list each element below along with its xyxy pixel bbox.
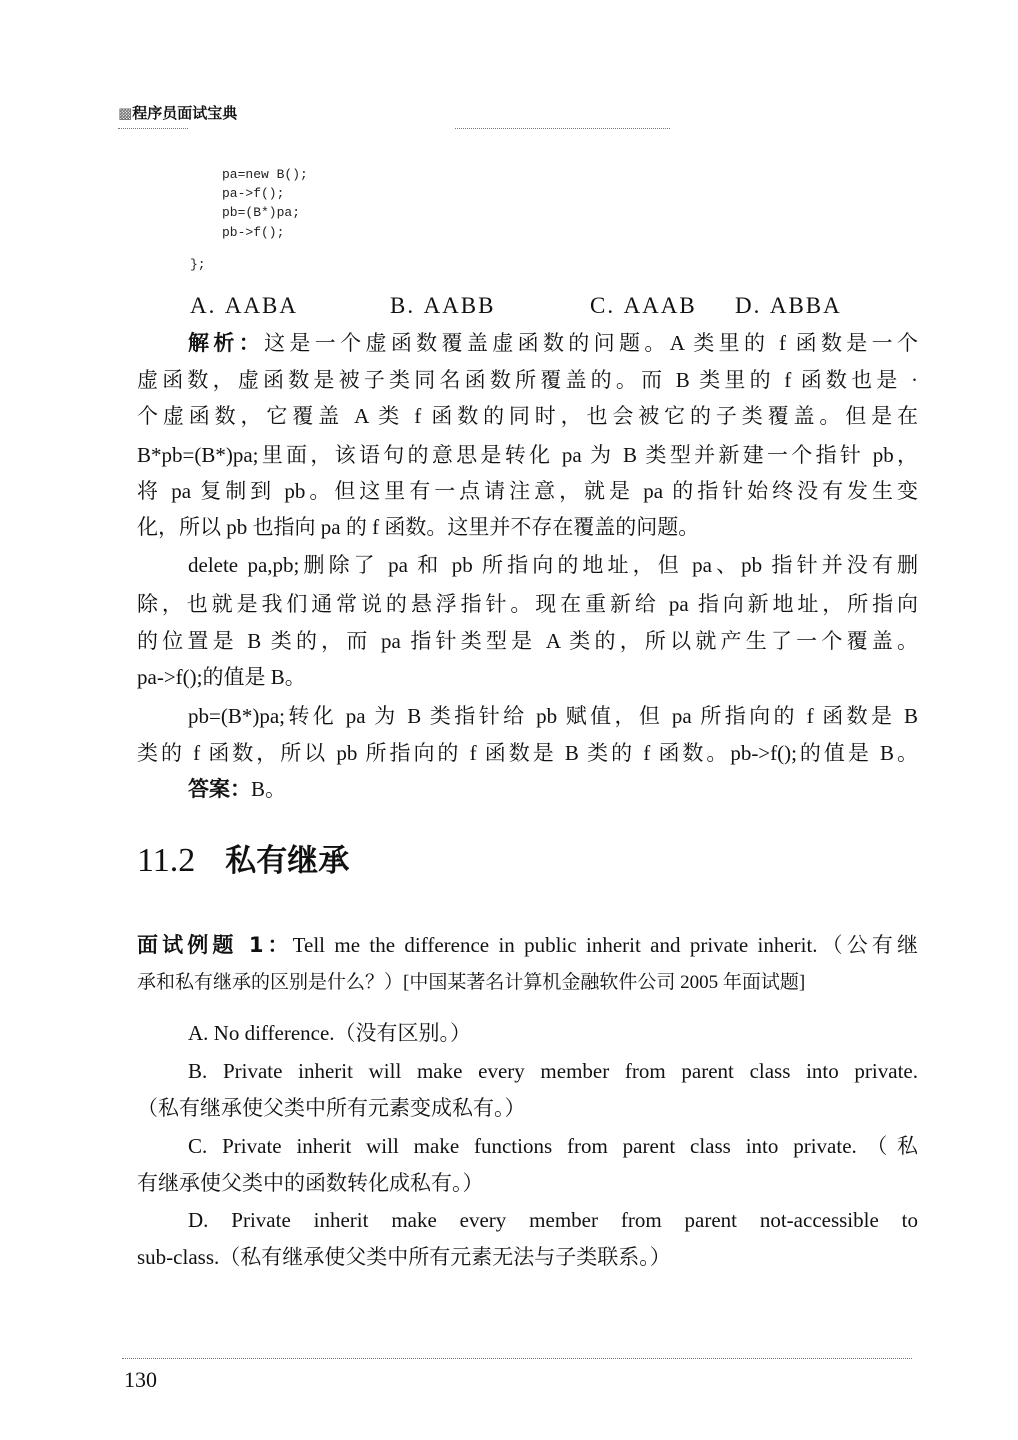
- analysis-line: 虚函数，虚函数是被子类同名函数所覆盖的。而 B 类里的 f 函数也是 ·: [137, 368, 918, 392]
- choice-c-cont: 有继承使父类中的函数转化成私有。）: [137, 1171, 484, 1195]
- analysis-line: pb=(B*)pa;转化 pa 为 B 类指针给 pb 赋值，但 pa 所指向的 f 函数是 B: [188, 704, 918, 728]
- answer-value: B。: [251, 777, 287, 801]
- option-a: A. AABA: [190, 293, 299, 318]
- question-line: 承和私有继承的区别是什么？）[中国某著名计算机金融软件公司 2005 年面试题]: [137, 972, 806, 993]
- text: 这是一个虚函数覆盖虚函数的问题。A 类里的 f 函数是一个: [264, 331, 918, 355]
- header-rule: [118, 128, 188, 129]
- running-header: [118, 102, 237, 123]
- question-line: [137, 932, 918, 958]
- analysis-line: 个虚函数，它覆盖 A 类 f 函数的同时，也会被它的子类覆盖。但是在: [137, 404, 918, 428]
- analysis-line: 的位置是 B 类的，而 pa 指针类型是 A 类的，所以就产生了一个覆盖。: [137, 629, 918, 653]
- analysis-line: 除，也就是我们通常说的悬浮指针。现在重新给 pa 指向新地址，所指向: [137, 592, 918, 616]
- analysis-line: B*pb=(B*)pa;里面，该语句的意思是转化 pa 为 B 类型并新建一个指针 pb，: [137, 443, 918, 467]
- answer-line: [188, 776, 918, 802]
- option-c: C. AAAB: [590, 293, 697, 318]
- header-rule: [455, 128, 670, 129]
- text: Tell me the difference in public inherit and private inherit.（公有继: [292, 933, 918, 957]
- choice-d: D. Private inherit make every member from parent not-accessible to: [188, 1208, 918, 1232]
- code-line: pa=new B();: [222, 167, 308, 182]
- choice-c: C. Private inherit will make functions from parent class into private.（私: [188, 1134, 918, 1158]
- section-heading: [137, 840, 349, 882]
- choice-a: A. No difference.（没有区别。）: [188, 1021, 472, 1045]
- analysis-line: 类的 f 函数，所以 pb 所指向的 f 函数是 B 类的 f 函数。pb->f();的值是 B。: [137, 741, 918, 765]
- analysis-line: pa->f();的值是 B。: [137, 665, 306, 689]
- section-title: 私有继承: [225, 843, 350, 879]
- page-number: 130: [124, 1367, 157, 1392]
- choice-b-cont: （私有继承使父类中所有元素变成私有。）: [137, 1096, 526, 1120]
- book-logo-icon: ▩: [118, 104, 133, 122]
- section-number: 11.2: [137, 842, 196, 879]
- analysis-line: [188, 330, 918, 356]
- answer-options: [190, 293, 842, 319]
- code-line: pb->f();: [222, 225, 285, 240]
- code-line: pa->f();: [222, 186, 285, 201]
- question-label: 面试例题 1：: [137, 933, 293, 957]
- analysis-line: 将 pa 复制到 pb。但这里有一点请注意，就是 pa 的指针始终没有发生变: [137, 479, 918, 503]
- analysis-label: 解析：: [188, 331, 265, 355]
- book-title: 程序员面试宝典: [132, 104, 238, 122]
- option-b: B. AABB: [390, 293, 496, 318]
- code-line: pb=(B*)pa;: [222, 205, 301, 220]
- footer-rule: [122, 1358, 912, 1359]
- analysis-line: 化，所以 pb 也指向 pa 的 f 函数。这里并不存在覆盖的问题。: [137, 515, 700, 539]
- choice-d-cont: sub-class.（私有继承使父类中所有元素无法与子类联系。）: [137, 1245, 671, 1269]
- answer-label: 答案：: [188, 777, 251, 801]
- option-d: D. ABBA: [735, 293, 842, 318]
- code-closing: };: [190, 257, 206, 272]
- analysis-line: delete pa,pb;删除了 pa 和 pb 所指向的地址，但 pa、pb 指针并没有删: [188, 553, 918, 577]
- choice-b: B. Private inherit will make every member from parent class into private.: [188, 1059, 918, 1083]
